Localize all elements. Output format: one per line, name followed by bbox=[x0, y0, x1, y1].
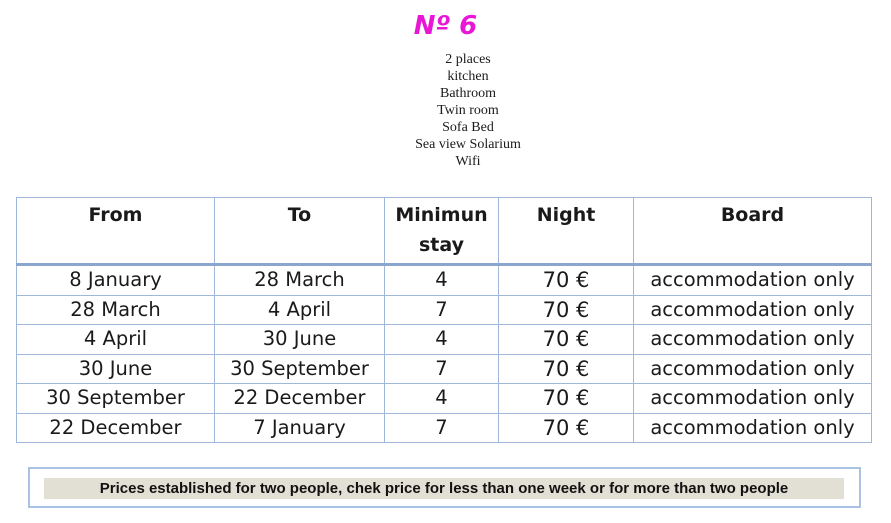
cell-night-price: 70 € bbox=[499, 354, 634, 384]
cell-to: 30 June bbox=[215, 325, 385, 355]
cell-minimum-stay: 7 bbox=[385, 354, 499, 384]
table-row bbox=[17, 325, 872, 355]
table-header-row bbox=[17, 198, 872, 265]
header-to: To bbox=[215, 198, 385, 265]
header-from: From bbox=[17, 198, 215, 265]
cell-from: 28 March bbox=[17, 295, 215, 325]
cell-night-price: 70 € bbox=[499, 413, 634, 443]
cell-board: accommodation only bbox=[634, 384, 872, 414]
cell-from: 8 January bbox=[17, 265, 215, 296]
cell-to: 30 September bbox=[215, 354, 385, 384]
cell-board: accommodation only bbox=[634, 295, 872, 325]
table-row bbox=[17, 384, 872, 414]
cell-board: accommodation only bbox=[634, 354, 872, 384]
cell-to: 7 January bbox=[215, 413, 385, 443]
cell-from: 30 September bbox=[17, 384, 215, 414]
price-note: Prices established for two people, chek price for less than one week or for more than two people bbox=[44, 478, 844, 499]
header-board: Board bbox=[634, 198, 872, 265]
cell-night-price: 70 € bbox=[499, 384, 634, 414]
cell-minimum-stay: 4 bbox=[385, 325, 499, 355]
cell-night-price: 70 € bbox=[499, 265, 634, 296]
table-row bbox=[17, 413, 872, 443]
feature-item: 2 places bbox=[445, 52, 491, 67]
page-title: Nº 6 bbox=[413, 11, 478, 41]
table-row bbox=[17, 354, 872, 384]
cell-to: 22 December bbox=[215, 384, 385, 414]
cell-to: 28 March bbox=[215, 265, 385, 296]
feature-item: Wifi bbox=[455, 154, 481, 169]
cell-night-price: 70 € bbox=[499, 295, 634, 325]
cell-minimum-stay: 4 bbox=[385, 384, 499, 414]
cell-minimum-stay: 4 bbox=[385, 265, 499, 296]
features-list bbox=[0, 51, 891, 170]
cell-to: 4 April bbox=[215, 295, 385, 325]
note-box bbox=[28, 467, 861, 508]
cell-night-price: 70 € bbox=[499, 325, 634, 355]
feature-item: kitchen bbox=[447, 69, 489, 84]
header-night: Night bbox=[499, 198, 634, 265]
feature-item: Sofa Bed bbox=[442, 120, 494, 135]
header-minimum-stay bbox=[385, 198, 499, 265]
cell-board: accommodation only bbox=[634, 265, 872, 296]
cell-board: accommodation only bbox=[634, 325, 872, 355]
cell-from: 4 April bbox=[17, 325, 215, 355]
header-minimum-stay-line1: Minimun bbox=[395, 204, 488, 226]
cell-board: accommodation only bbox=[634, 413, 872, 443]
table-row bbox=[17, 295, 872, 325]
feature-item: Bathroom bbox=[440, 86, 496, 101]
cell-from: 30 June bbox=[17, 354, 215, 384]
rates-table bbox=[16, 197, 872, 443]
cell-from: 22 December bbox=[17, 413, 215, 443]
header-minimum-stay-line2: stay bbox=[418, 234, 464, 256]
cell-minimum-stay: 7 bbox=[385, 413, 499, 443]
feature-item: Sea view Solarium bbox=[415, 137, 521, 152]
table-row bbox=[17, 265, 872, 296]
cell-minimum-stay: 7 bbox=[385, 295, 499, 325]
feature-item: Twin room bbox=[437, 103, 499, 118]
